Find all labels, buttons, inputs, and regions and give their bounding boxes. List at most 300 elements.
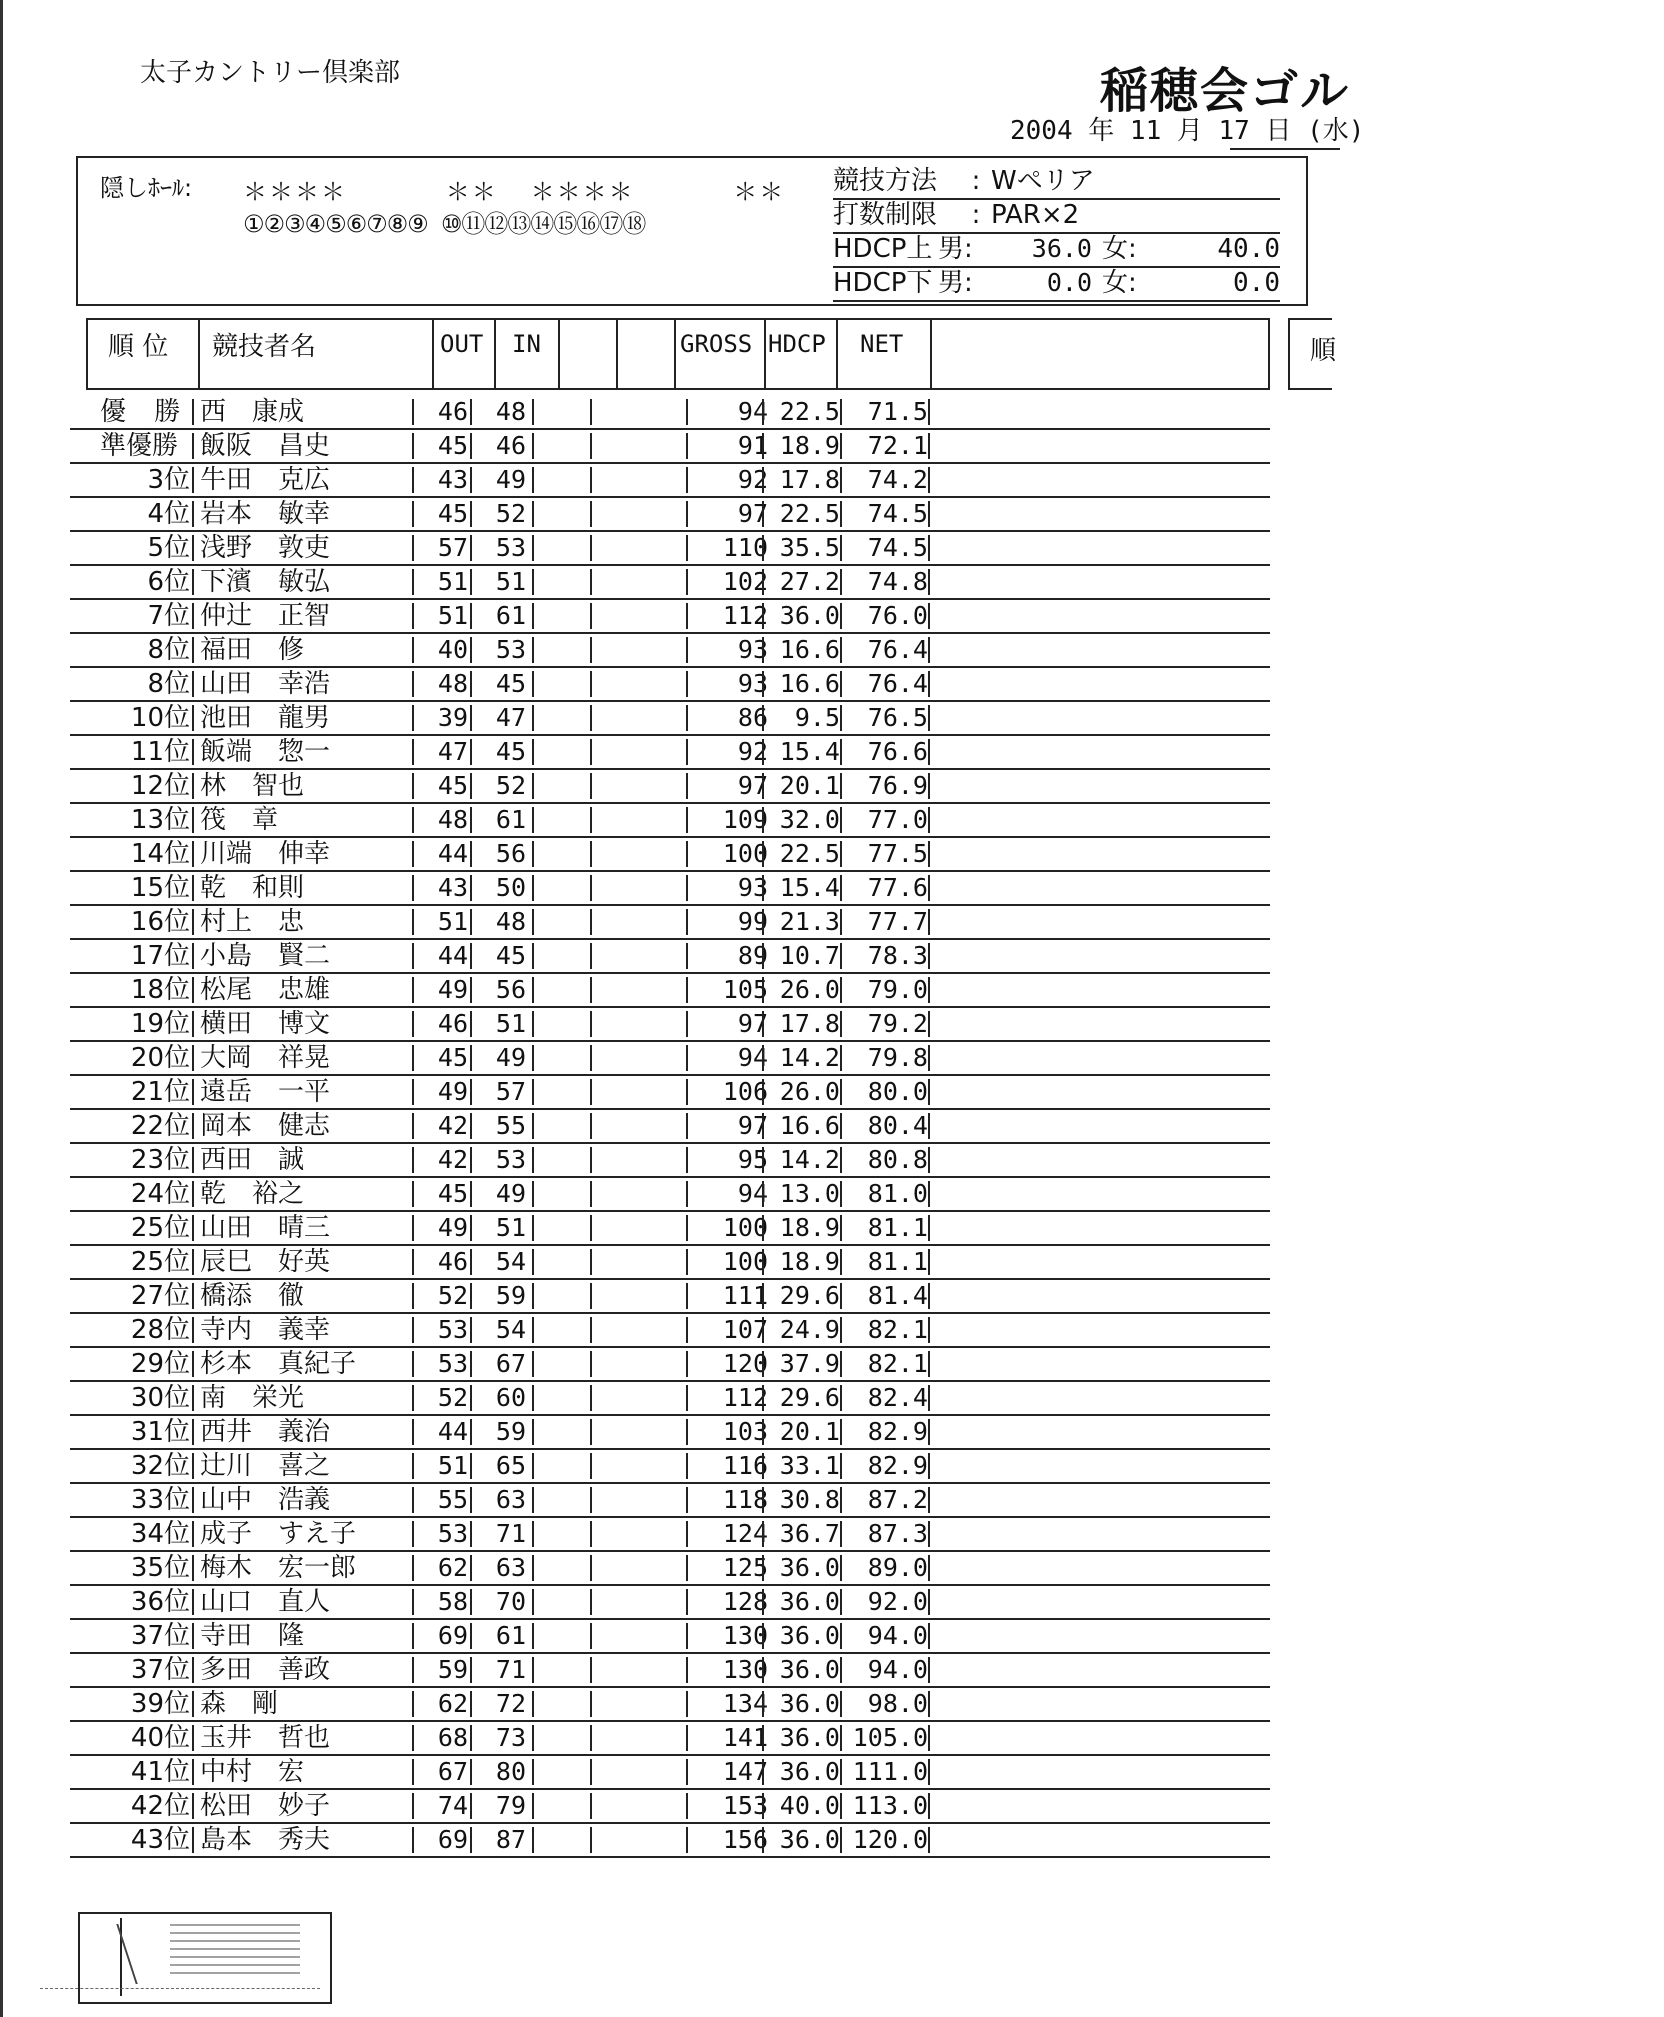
cell-divider [840, 1691, 842, 1717]
gross-cell: 97 [737, 1009, 768, 1038]
cell-divider [590, 535, 592, 561]
out-cell: 44 [437, 941, 468, 970]
gross-cell: 102 [722, 567, 768, 596]
result-row [70, 1552, 1270, 1586]
rank-cell: 17位 [130, 941, 190, 971]
cell-divider [412, 977, 414, 1003]
cell-divider [470, 739, 472, 765]
hdcp-cell: 16.6 [779, 669, 840, 698]
cell-divider [762, 1181, 764, 1207]
cell-divider [590, 1181, 592, 1207]
cell-divider [762, 1691, 764, 1717]
gross-cell: 100 [722, 839, 768, 868]
cell-divider [470, 1045, 472, 1071]
stamp-box [78, 1912, 332, 2004]
cell-divider [192, 1657, 194, 1683]
gross-cell: 141 [722, 1723, 768, 1752]
scan-edge [0, 0, 3, 2017]
net-cell: 79.8 [867, 1043, 928, 1072]
out-cell: 59 [437, 1655, 468, 1684]
result-row [70, 1790, 1270, 1824]
rank-cell: 13位 [130, 805, 190, 835]
result-row [70, 736, 1270, 770]
cell-divider [470, 1249, 472, 1275]
results-table [70, 396, 1270, 1858]
cell-divider [470, 399, 472, 425]
cell-divider [928, 1487, 930, 1513]
cell-divider [928, 569, 930, 595]
cell-divider [840, 1113, 842, 1139]
cell-divider [928, 977, 930, 1003]
hdcp-cell: 9.5 [794, 703, 840, 732]
in-cell: 67 [495, 1349, 526, 1378]
cell-divider [840, 1725, 842, 1751]
cell-divider [928, 433, 930, 459]
cell-divider [928, 1215, 930, 1241]
gross-cell: 93 [737, 873, 768, 902]
cell-divider [928, 1453, 930, 1479]
out-cell: 53 [437, 1349, 468, 1378]
cell-divider [532, 1181, 534, 1207]
rank-cell: 4位 [147, 499, 190, 529]
cell-divider [412, 943, 414, 969]
result-row [70, 1008, 1270, 1042]
in-cell: 55 [495, 1111, 526, 1140]
name-cell: 島本 秀夫 [200, 1825, 331, 1855]
hdcp-cell: 21.3 [779, 907, 840, 936]
gross-cell: 116 [722, 1451, 768, 1480]
competition-info-box [76, 156, 1308, 306]
result-row [70, 1416, 1270, 1450]
cell-divider [840, 1623, 842, 1649]
out-cell: 46 [437, 1247, 468, 1276]
rank-cell: 24位 [130, 1179, 190, 1209]
out-cell: 69 [437, 1621, 468, 1650]
cell-divider [928, 1657, 930, 1683]
cell-divider [928, 1419, 930, 1445]
in-cell: 63 [495, 1485, 526, 1514]
in-cell: 71 [495, 1519, 526, 1548]
cell-divider [412, 1589, 414, 1615]
net-cell: 76.6 [867, 737, 928, 766]
in-cell: 54 [495, 1315, 526, 1344]
out-cell: 39 [437, 703, 468, 732]
cell-divider [192, 1453, 194, 1479]
date-underline [1230, 148, 1340, 150]
hdcp-cell: 22.5 [779, 839, 840, 868]
in-cell: 53 [495, 1145, 526, 1174]
cell-divider [762, 399, 764, 425]
cell-divider [762, 909, 764, 935]
cell-divider [412, 1385, 414, 1411]
cell-divider [762, 1453, 764, 1479]
cell-divider [532, 1113, 534, 1139]
out-cell: 45 [437, 431, 468, 460]
cell-divider [470, 807, 472, 833]
in-cell: 49 [495, 465, 526, 494]
net-cell: 105.0 [852, 1723, 928, 1752]
name-cell: 遠岳 一平 [200, 1077, 331, 1107]
hdcp-cell: 36.0 [779, 1689, 840, 1718]
net-cell: 72.1 [867, 431, 928, 460]
out-cell: 47 [437, 737, 468, 766]
hdcp-cell: 17.8 [779, 1009, 840, 1038]
cell-divider [590, 1521, 592, 1547]
header-divider [616, 320, 618, 388]
result-row [70, 1484, 1270, 1518]
out-cell: 58 [437, 1587, 468, 1616]
name-cell: 小島 賢二 [200, 941, 331, 971]
gross-cell: 134 [722, 1689, 768, 1718]
cell-divider [928, 1827, 930, 1853]
hdcp-cell: 26.0 [779, 975, 840, 1004]
cell-divider [590, 603, 592, 629]
hdcp-cell: 32.0 [779, 805, 840, 834]
net-cell: 81.1 [867, 1247, 928, 1276]
cell-divider [762, 875, 764, 901]
cell-divider [762, 1385, 764, 1411]
rank-cell: 32位 [130, 1451, 190, 1481]
cell-divider [686, 1623, 688, 1649]
net-cell: 77.0 [867, 805, 928, 834]
cell-divider [686, 1589, 688, 1615]
cell-divider [840, 569, 842, 595]
cell-divider [532, 1623, 534, 1649]
net-cell: 94.0 [867, 1621, 928, 1650]
net-cell: 80.4 [867, 1111, 928, 1140]
in-cell: 71 [495, 1655, 526, 1684]
cell-divider [762, 773, 764, 799]
rank-cell: 31位 [130, 1417, 190, 1447]
hdcp-cell: 36.0 [779, 1587, 840, 1616]
in-cell: 45 [495, 737, 526, 766]
result-row [70, 1722, 1270, 1756]
out-cell: 74 [437, 1791, 468, 1820]
result-row [70, 1246, 1270, 1280]
header-net: NET [860, 330, 904, 358]
cell-divider [532, 1759, 534, 1785]
net-cell: 79.0 [867, 975, 928, 1004]
in-cell: 87 [495, 1825, 526, 1854]
net-cell: 76.0 [867, 601, 928, 630]
cell-divider [412, 1827, 414, 1853]
cell-divider [590, 1249, 592, 1275]
cell-divider [532, 467, 534, 493]
cell-divider [532, 909, 534, 935]
cell-divider [470, 1079, 472, 1105]
cell-divider [470, 841, 472, 867]
cell-divider [686, 1113, 688, 1139]
cell-divider [590, 671, 592, 697]
rank-cell: 8位 [147, 669, 190, 699]
cell-divider [192, 603, 194, 629]
cell-divider [470, 535, 472, 561]
cell-divider [470, 1113, 472, 1139]
in-cell: 61 [495, 1621, 526, 1650]
cell-divider [470, 1725, 472, 1751]
cell-divider [590, 569, 592, 595]
gross-cell: 107 [722, 1315, 768, 1344]
in-cell: 61 [495, 601, 526, 630]
rank-cell: 42位 [130, 1791, 190, 1821]
hdcp-cell: 36.0 [779, 1621, 840, 1650]
hdcp-cell: 17.8 [779, 465, 840, 494]
net-cell: 74.2 [867, 465, 928, 494]
cell-divider [762, 1079, 764, 1105]
result-row [70, 1076, 1270, 1110]
net-cell: 76.5 [867, 703, 928, 732]
gross-cell: 94 [737, 1043, 768, 1072]
cell-divider [928, 1521, 930, 1547]
cell-divider [686, 1521, 688, 1547]
name-cell: 福田 修 [200, 635, 305, 665]
hdcp-cell: 40.0 [779, 1791, 840, 1820]
name-cell: 川端 伸幸 [200, 839, 331, 869]
cell-divider [590, 1283, 592, 1309]
cell-divider [686, 807, 688, 833]
name-cell: 牛田 克広 [200, 465, 331, 495]
in-cell: 53 [495, 533, 526, 562]
name-cell: 寺田 隆 [200, 1621, 305, 1651]
cell-divider [840, 1521, 842, 1547]
cell-divider [532, 535, 534, 561]
gross-cell: 97 [737, 1111, 768, 1140]
result-row [70, 396, 1270, 430]
result-row [70, 1620, 1270, 1654]
hdcp-cell: 18.9 [779, 1213, 840, 1242]
gross-cell: 86 [737, 703, 768, 732]
result-row [70, 804, 1270, 838]
cell-divider [532, 841, 534, 867]
cell-divider [412, 1317, 414, 1343]
rule-limit [833, 200, 1280, 234]
hole-numbers [243, 204, 645, 239]
name-cell: 筏 章 [200, 805, 279, 835]
net-cell: 81.0 [867, 1179, 928, 1208]
net-cell: 113.0 [852, 1791, 928, 1820]
cell-divider [840, 739, 842, 765]
cell-divider [192, 1045, 194, 1071]
rank-cell: 8位 [147, 635, 190, 665]
cell-divider [192, 1215, 194, 1241]
result-row [70, 1212, 1270, 1246]
cell-divider [532, 501, 534, 527]
cell-divider [762, 841, 764, 867]
net-cell: 82.1 [867, 1349, 928, 1378]
result-row [70, 600, 1270, 634]
gross-cell: 93 [737, 669, 768, 698]
cell-divider [686, 467, 688, 493]
cell-divider [470, 1385, 472, 1411]
cell-divider [762, 603, 764, 629]
cell-divider [532, 1521, 534, 1547]
cell-divider [532, 1045, 534, 1071]
out-cell: 51 [437, 907, 468, 936]
cell-divider [686, 705, 688, 731]
cell-divider [412, 1521, 414, 1547]
cell-divider [470, 977, 472, 1003]
in-cell: 47 [495, 703, 526, 732]
gross-cell: 120 [722, 1349, 768, 1378]
cell-divider [192, 1691, 194, 1717]
cell-divider [928, 1079, 930, 1105]
out-cell: 45 [437, 771, 468, 800]
cell-divider [762, 1011, 764, 1037]
cell-divider [840, 1657, 842, 1683]
cell-divider [840, 1759, 842, 1785]
cell-divider [928, 943, 930, 969]
rule-hdcp-lower [833, 268, 1280, 302]
in-cell: 45 [495, 669, 526, 698]
hdcp-cell: 27.2 [779, 567, 840, 596]
cell-divider [532, 1011, 534, 1037]
cell-divider [840, 773, 842, 799]
cell-divider [192, 569, 194, 595]
gross-cell: 147 [722, 1757, 768, 1786]
cell-divider [762, 569, 764, 595]
cell-divider [412, 671, 414, 697]
cell-divider [928, 1283, 930, 1309]
cell-divider [532, 399, 534, 425]
cell-divider [840, 1453, 842, 1479]
hdcp-cell: 36.0 [779, 1723, 840, 1752]
gross-cell: 103 [722, 1417, 768, 1446]
cell-divider [412, 501, 414, 527]
name-cell: 横田 博文 [200, 1009, 331, 1039]
cell-divider [192, 909, 194, 935]
cell-divider [412, 1045, 414, 1071]
rank-cell: 3位 [147, 465, 190, 495]
out-cell: 44 [437, 1417, 468, 1446]
gross-cell: 125 [722, 1553, 768, 1582]
rank-cell: 43位 [130, 1825, 190, 1855]
cell-divider [470, 1317, 472, 1343]
cell-divider [928, 1691, 930, 1717]
cell-divider [532, 1215, 534, 1241]
rank-cell: 39位 [130, 1689, 190, 1719]
cell-divider [590, 977, 592, 1003]
cell-divider [762, 501, 764, 527]
rank-cell: 優 勝 [100, 397, 191, 427]
cell-divider [686, 1827, 688, 1853]
cell-divider [192, 1487, 194, 1513]
cell-divider [928, 807, 930, 833]
cell-divider [686, 637, 688, 663]
cell-divider [840, 399, 842, 425]
cell-divider [590, 1215, 592, 1241]
cell-divider [192, 433, 194, 459]
out-cell: 55 [437, 1485, 468, 1514]
name-cell: 下濱 敏弘 [200, 567, 331, 597]
hdcp-cell: 14.2 [779, 1145, 840, 1174]
cell-divider [928, 1147, 930, 1173]
cell-divider [532, 1147, 534, 1173]
cell-divider [590, 1725, 592, 1751]
rank-cell: 20位 [130, 1043, 190, 1073]
hdcp-lower-male: 0.0 [1046, 268, 1092, 297]
cell-divider [928, 705, 930, 731]
hdcp-cell: 29.6 [779, 1281, 840, 1310]
cell-divider [412, 1215, 414, 1241]
net-cell: 74.8 [867, 567, 928, 596]
gross-cell: 89 [737, 941, 768, 970]
cell-divider [532, 1283, 534, 1309]
cell-divider [192, 399, 194, 425]
in-cell: 80 [495, 1757, 526, 1786]
in-cell: 45 [495, 941, 526, 970]
name-cell: 山口 直人 [200, 1587, 331, 1617]
result-row [70, 906, 1270, 940]
cell-divider [590, 1079, 592, 1105]
cell-divider [840, 909, 842, 935]
cell-divider [840, 841, 842, 867]
cell-divider [590, 1691, 592, 1717]
hdcp-cell: 35.5 [779, 533, 840, 562]
cell-divider [532, 1555, 534, 1581]
cell-divider [762, 1113, 764, 1139]
cell-divider [412, 705, 414, 731]
cell-divider [840, 1555, 842, 1581]
cell-divider [412, 1793, 414, 1819]
cell-divider [590, 467, 592, 493]
out-cell: 45 [437, 499, 468, 528]
hdcp-cell: 37.9 [779, 1349, 840, 1378]
cell-divider [928, 399, 930, 425]
cell-divider [840, 1283, 842, 1309]
cell-divider [412, 1419, 414, 1445]
out-cell: 42 [437, 1145, 468, 1174]
net-cell: 82.9 [867, 1451, 928, 1480]
header-divider [198, 320, 200, 388]
cell-divider [412, 1113, 414, 1139]
in-cell: 73 [495, 1723, 526, 1752]
name-cell: 飯阪 昌史 [200, 431, 331, 461]
in-cell: 72 [495, 1689, 526, 1718]
table-header [86, 318, 1270, 390]
cell-divider [532, 1589, 534, 1615]
hdcp-lower-male-label: 男: [938, 268, 973, 298]
cell-divider [686, 1487, 688, 1513]
method-colon: : [971, 166, 981, 196]
cell-divider [470, 1453, 472, 1479]
cell-divider [840, 433, 842, 459]
cell-divider [762, 977, 764, 1003]
cell-divider [928, 841, 930, 867]
name-cell: 山田 幸浩 [200, 669, 331, 699]
cell-divider [840, 1249, 842, 1275]
cell-divider [840, 977, 842, 1003]
result-row [70, 702, 1270, 736]
cell-divider [192, 1555, 194, 1581]
cell-divider [412, 1657, 414, 1683]
rank-cell: 36位 [130, 1587, 190, 1617]
cell-divider [762, 1147, 764, 1173]
cell-divider [840, 807, 842, 833]
cell-divider [928, 909, 930, 935]
out-cell: 45 [437, 1179, 468, 1208]
cell-divider [192, 1589, 194, 1615]
cell-divider [590, 875, 592, 901]
in-cell: 49 [495, 1179, 526, 1208]
rank-cell: 準優勝 [100, 431, 179, 461]
cell-divider [686, 841, 688, 867]
cell-divider [412, 875, 414, 901]
rank-cell: 40位 [130, 1723, 190, 1753]
cell-divider [840, 467, 842, 493]
cell-divider [762, 1351, 764, 1377]
result-row [70, 498, 1270, 532]
rank-cell: 37位 [130, 1655, 190, 1685]
